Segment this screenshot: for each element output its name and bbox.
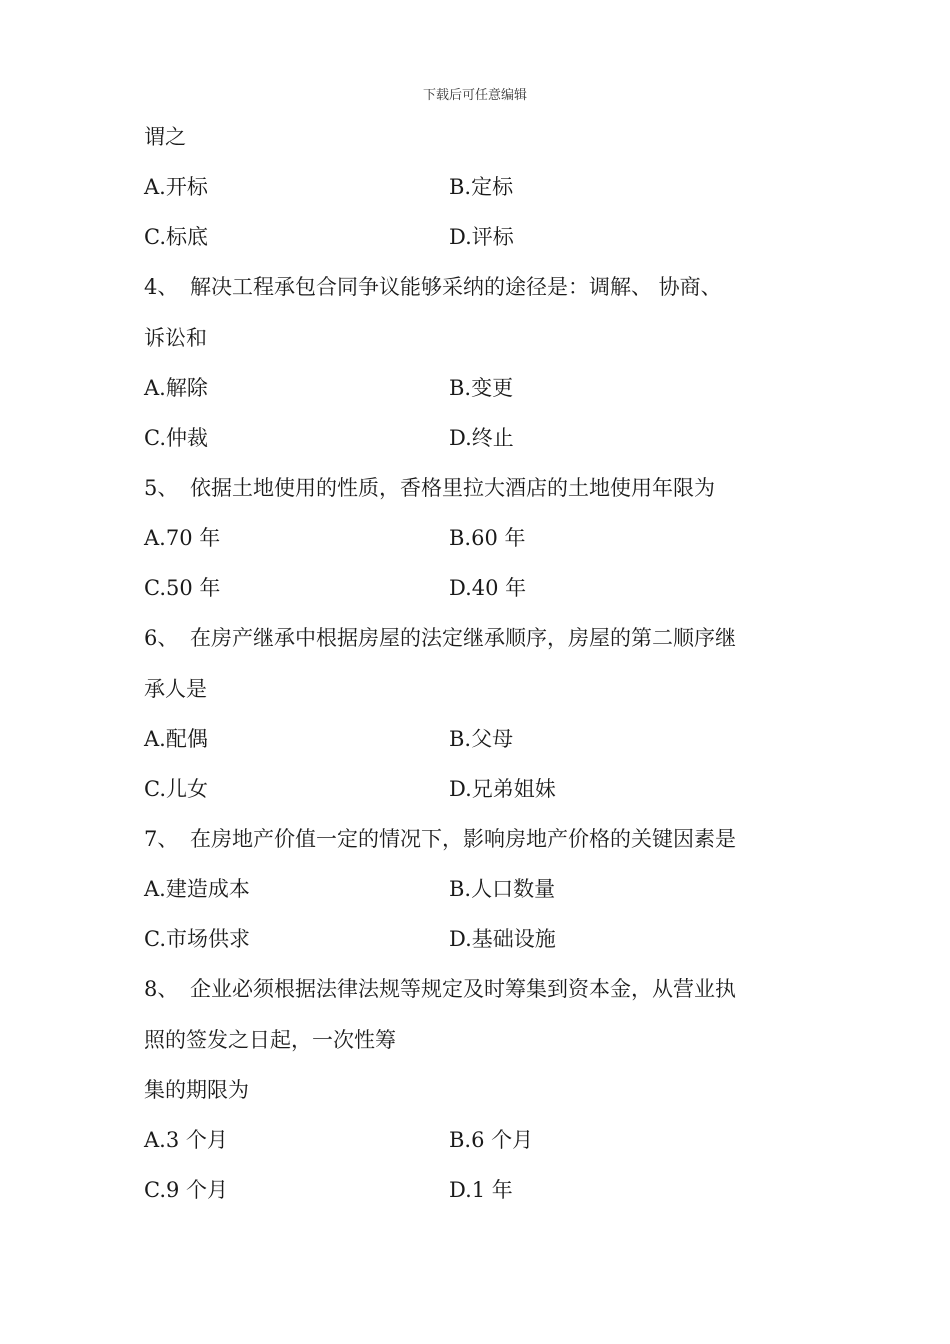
q8-text: 企业必须根据法律法规等规定及时筹集到资本金，从营业执	[190, 977, 736, 1001]
q8-option-a: A.3 个月	[144, 1128, 228, 1152]
q5-number: 5、	[144, 476, 179, 500]
q4-number: 4、	[144, 275, 179, 299]
q5-text: 依据土地使用的性质，香格里拉大酒店的土地使用年限为	[190, 476, 715, 500]
q7-option-d: D.基础设施	[449, 927, 556, 951]
q7-option-c: C.市场供求	[144, 927, 250, 951]
q7-option-a: A.建造成本	[144, 877, 250, 901]
page-header: 下载后可任意编辑	[422, 88, 527, 103]
q5-stem	[144, 473, 804, 503]
q5-option-d: D.40 年	[449, 576, 527, 600]
q8-text-line2: 照的签发之日起，一次性筹	[144, 1028, 396, 1052]
q4-text: 解决工程承包合同争议能够采纳的途径是：调解、 协商、	[190, 275, 722, 299]
q7-option-b: B.人口数量	[449, 877, 556, 901]
q5-option-a: A.70 年	[144, 526, 221, 550]
q8-option-d: D.1 年	[449, 1178, 513, 1202]
q5-option-b: B.60 年	[449, 526, 526, 550]
q5-option-c: C.50 年	[144, 576, 221, 600]
q6-text-line2: 承人是	[144, 677, 207, 701]
q3-option-b: B.定标	[449, 175, 514, 199]
q4-stem	[144, 272, 804, 302]
q7-stem	[144, 824, 804, 854]
q6-option-d: D.兄弟姐妹	[449, 777, 556, 801]
q6-text: 在房产继承中根据房屋的法定继承顺序，房屋的第二顺序继	[190, 626, 736, 650]
q8-option-c: C.9 个月	[144, 1178, 229, 1202]
q8-number: 8、	[144, 977, 179, 1001]
q4-text-line2: 诉讼和	[144, 326, 207, 350]
q6-stem	[144, 623, 804, 653]
q7-text: 在房地产价值一定的情况下，影响房地产价格的关键因素是	[190, 827, 736, 851]
q8-stem	[144, 974, 804, 1004]
q6-option-c: C.儿女	[144, 777, 208, 801]
q3-option-d: D.评标	[449, 225, 514, 249]
q3-text-continuation: 谓之	[144, 125, 186, 149]
q4-option-d: D.终止	[449, 426, 514, 450]
q6-number: 6、	[144, 626, 179, 650]
q6-option-b: B.父母	[449, 727, 514, 751]
q8-text-line3: 集的期限为	[144, 1078, 249, 1102]
q4-option-b: B.变更	[449, 376, 514, 400]
q3-option-c: C.标底	[144, 225, 208, 249]
q8-option-b: B.6 个月	[449, 1128, 534, 1152]
q6-option-a: A.配偶	[144, 727, 208, 751]
q7-number: 7、	[144, 827, 179, 851]
q4-option-c: C.仲裁	[144, 426, 208, 450]
q4-option-a: A.解除	[144, 376, 208, 400]
q3-option-a: A.开标	[144, 175, 208, 199]
